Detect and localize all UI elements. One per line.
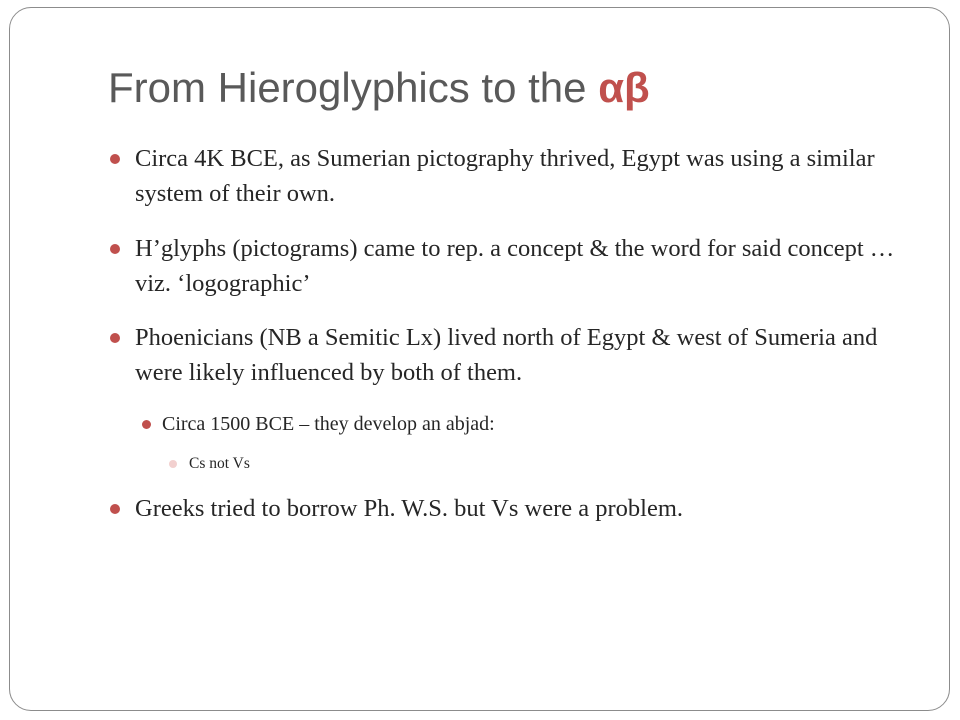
slide-title-text: From Hieroglyphics to the bbox=[108, 64, 599, 111]
bullet-item-4 bbox=[162, 410, 902, 438]
bullet-text: Phoenicians (NB a Semitic Lx) lived north of Egypt & west of Sumeria and were likely influenced by both of them. bbox=[135, 324, 878, 386]
bullet-dot-icon bbox=[169, 460, 177, 468]
bullet-text: H’glyphs (pictograms) came to rep. a concept & the word for said concept …viz. ‘logographic’ bbox=[135, 235, 895, 297]
bullet-text: Cs not Vs bbox=[189, 455, 250, 472]
bullet-item-5 bbox=[189, 453, 889, 475]
bullet-dot-icon bbox=[110, 333, 120, 343]
bullet-text: Circa 1500 BCE – they develop an abjad: bbox=[162, 413, 495, 435]
bullet-dot-icon bbox=[110, 504, 120, 514]
slide-title-accent: αβ bbox=[598, 64, 650, 111]
bullet-dot-icon bbox=[142, 420, 151, 429]
bullet-dot-icon bbox=[110, 244, 120, 254]
bullet-item-1 bbox=[135, 141, 925, 211]
bullet-item-2 bbox=[135, 231, 925, 301]
bullet-dot-icon bbox=[110, 154, 120, 164]
bullet-text: Greeks tried to borrow Ph. W.S. but Vs were a problem. bbox=[135, 495, 683, 522]
bullet-item-3 bbox=[135, 320, 925, 390]
bullet-item-6 bbox=[135, 491, 925, 526]
bullet-text: Circa 4K BCE, as Sumerian pictography thrived, Egypt was using a similar system of their own. bbox=[135, 145, 875, 207]
